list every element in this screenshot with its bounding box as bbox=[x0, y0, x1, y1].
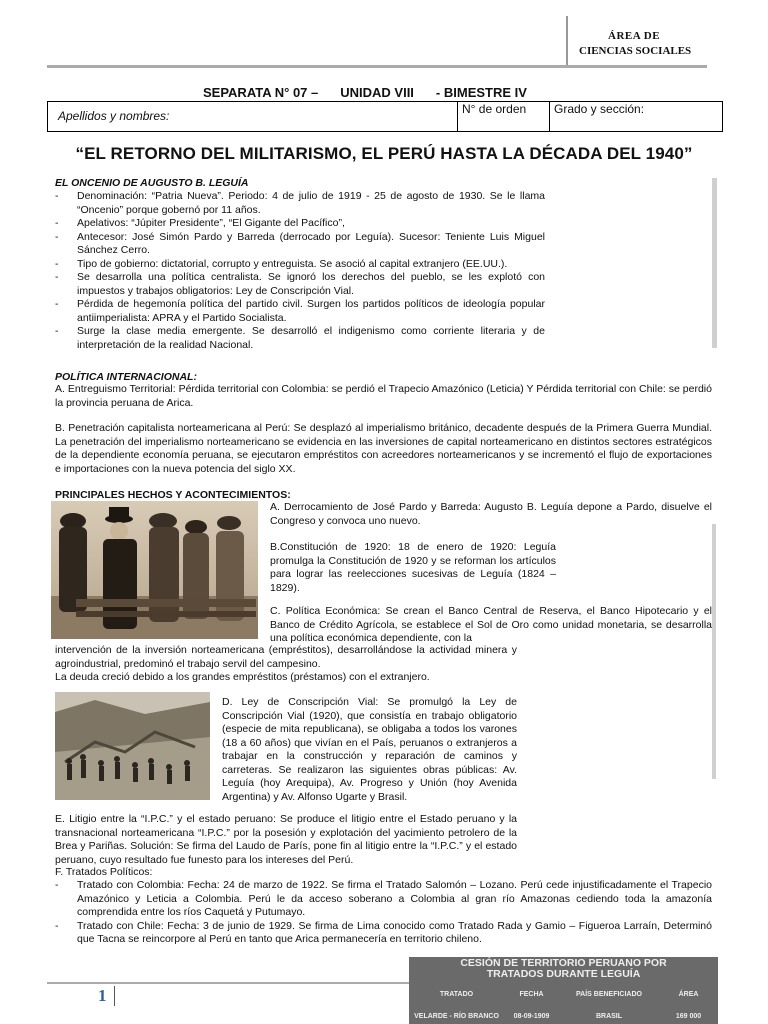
cesion-cell: BRASIL bbox=[595, 1013, 623, 1020]
cesion-cell: 08-09-1909 bbox=[513, 1013, 550, 1020]
hecho-c-deuda: La deuda creció debido a los grandes empréstitos (préstamos) con el extranjero. bbox=[55, 671, 430, 683]
name-field[interactable] bbox=[48, 102, 458, 131]
hecho-c-cont: intervención de la inversión norteamericana (empréstitos), desarrollándose la actividad minera y agroindustrial, predominó el trabajo servil del campesino. bbox=[55, 644, 517, 670]
cesion-cell: VELARDE - RÍO BRANCO bbox=[414, 1013, 499, 1020]
cesion-header-cell: FECHA bbox=[519, 991, 544, 998]
cesion-cell: 169 000 bbox=[675, 1013, 702, 1020]
cesion-header-cell: TRATADO bbox=[439, 991, 474, 998]
student-info-table bbox=[47, 101, 723, 132]
list-item: - Tipo de gobierno: dictatorial, corrupto y entreguista. Se asoció al capital extranjero (EE.UU.). bbox=[55, 258, 545, 272]
separata-line bbox=[203, 85, 527, 100]
hecho-e: E. Litigio entre la “I.P.C.” y el estado peruano: Se produce el litigio entre el Estado peruano y la transnacional norteamericana “I.P.C.” por la posesión y explotación del yacimiento petrolero de la Brea y Pariñas. Solución: Se firma del Laudo de París, pone fin al litigio entre la “I.P.C.” y el estado peruano, cuyo resultado fue funesto para los intereses del Perú. bbox=[55, 813, 517, 866]
page-title: “EL RETORNO DEL MILITARISMO, EL PERÚ HASTA LA DÉCADA DEL 1940” bbox=[75, 144, 693, 163]
side-image-edge bbox=[712, 178, 717, 348]
cesion-data-row bbox=[409, 1013, 718, 1020]
politica-a: A. Entreguismo Territorial: Pérdida territorial con Colombia: se perdió el Trapecio Amazónico (Leticia) Y Pérdida territorial con Chile: se perdió la provincia peruana de Arica. bbox=[55, 383, 712, 409]
cesion-header-cell: ÁREA bbox=[678, 991, 699, 998]
list-item: - Apelativos: “Júpiter Presidente”, “El Gigante del Pacífico”, bbox=[55, 217, 545, 231]
tratados-list bbox=[55, 879, 712, 947]
cesion-title-2: TRATADOS DURANTE LEGUÍA bbox=[486, 968, 641, 980]
list-item: - Tratado con Colombia: Fecha: 24 de marzo de 1922. Se firma el Tratado Salomón – Lozano. Perú cede injustificadamente el Trapecio Amazónico y Leticia a Colombia. Perú le da acceso soberano a Colombia al gran río Amazonas cediendo toda la amazonía comprendida entre los ríos Caquetá y Putumayo. bbox=[55, 879, 712, 920]
separata-number: SEPARATA N° 07 – bbox=[203, 85, 319, 100]
leguia-crowd-photo bbox=[51, 501, 258, 639]
page-number-separator bbox=[114, 986, 115, 1006]
page-number: 1 bbox=[98, 986, 107, 1005]
bimestre-label: - BIMESTRE IV bbox=[435, 85, 527, 100]
area-label: ÁREA DE bbox=[608, 30, 661, 42]
list-item: - Antecesor: José Simón Pardo y Barreda (derrocado por Leguía). Sucesor: Teniente Luis Miguel Sánchez Cerro. bbox=[55, 231, 545, 258]
hechos-heading: PRINCIPALES HECHOS Y ACONTECIMIENTOS: bbox=[55, 489, 291, 501]
cesion-header-row bbox=[409, 991, 718, 998]
hecho-f: F. Tratados Políticos: bbox=[55, 866, 153, 878]
hecho-c: C. Política Económica: Se crean el Banco Central de Reserva, el Banco Hipotecario y el Banco de Crédito Agrícola, se establece el Sol de Oro como unidad monetaria, se desarrolla una política económica dependiente, con la bbox=[270, 605, 712, 644]
conscripcion-vial-photo bbox=[55, 692, 210, 800]
cesion-table-image bbox=[409, 957, 718, 1024]
order-field[interactable] bbox=[458, 102, 550, 131]
hecho-d: D. Ley de Conscripción Vial: Se promulgó la Ley de Conscripción Vial (1920), que consistía en trabajo obligatorio (especie de mita republicana), se obligaba a todos los varones (18 a 60 años) que vivían en el País, peruanos o extranjeros a trabajar en la construcción y reparación de caminos y carreteras. Se realizaron las siguientes obras públicas: Av. Leguía (hoy Arequipa), Av. Progreso y Unión (hoy Avenida Argentina) y Av. Alfonso Ugarte y Brasil. bbox=[222, 696, 517, 803]
header-divider bbox=[47, 65, 707, 68]
list-item: - Tratado con Chile: Fecha: 3 de junio de 1929. Se firma de Lima conocido como Tratado Rada y Gamio – Figueroa Larraín, Determinó que Tacna se reincorpore al Perú en tanto que Arica permanecería en territorio chileno. bbox=[55, 920, 712, 947]
oncenio-list bbox=[55, 190, 545, 352]
footer-divider bbox=[47, 982, 409, 984]
name-label: Apellidos y nombres: bbox=[58, 109, 170, 123]
hecho-b: B.Constitución de 1920: 18 de enero de 1920: Leguía promulga la Constitución de 1920 y se reforman los artículos para lograr las reelecciones sucesivas de Leguía (1824 – 1829). bbox=[270, 541, 556, 594]
order-label: N° de orden bbox=[462, 102, 527, 116]
cesion-header-cell: PAÍS BENEFICIADO bbox=[576, 991, 642, 998]
list-item: - Denominación: “Patria Nueva”. Periodo: 4 de julio de 1919 - 25 de agosto de 1930. Se le llama “Oncenio” porque gobernó por 11 años. bbox=[55, 190, 545, 217]
unidad-label: UNIDAD VIII bbox=[340, 85, 414, 100]
hecho-a: A. Derrocamiento de José Pardo y Barreda: Augusto B. Leguía depone a Pardo, disuelve el Congreso y convoca uno nuevo. bbox=[270, 501, 712, 527]
side-image-edge-2 bbox=[712, 524, 716, 779]
area-subject: CIENCIAS SOCIALES bbox=[579, 45, 692, 57]
cesion-title-1: CESIÓN DE TERRITORIO PERUANO POR bbox=[460, 957, 667, 969]
list-item: - Se desarrolla una política centralista. Se ignoró los derechos del pueblo, se les explotó con impuestos y trabajos obligatorios: Ley de Conscripción Vial. bbox=[55, 271, 545, 298]
politica-heading: POLÍTICA INTERNACIONAL: bbox=[55, 371, 197, 383]
oncenio-heading: EL ONCENIO DE AUGUSTO B. LEGUÍA bbox=[55, 177, 249, 189]
grade-field[interactable] bbox=[550, 102, 722, 131]
list-item: - Surge la clase media emergente. Se desarrolló el indigenismo como corriente literaria y de interpretación de la realidad Nacional. bbox=[55, 325, 545, 352]
politica-b: B. Penetración capitalista norteamericana al Perú: Se desplazó al imperialismo británico, decadente después de la Primera Guerra Mundial. La penetración del imperialismo norteamericano se evidencia en las inversiones de capital norteamericano en distintos sectores estratégicos de la dependiente economía peruana, se ejecutaron empréstitos con acreedores norteamericanos y se incrementó el flujo de exportaciones e importaciones con la nueva potencia del siglo XX. bbox=[55, 422, 712, 475]
grade-label: Grado y sección: bbox=[554, 102, 645, 116]
list-item: - Pérdida de hegemonía política del partido civil. Surgen los partidos políticos de ideología popular antiimperialista: APRA y el Partido Socialista. bbox=[55, 298, 545, 325]
